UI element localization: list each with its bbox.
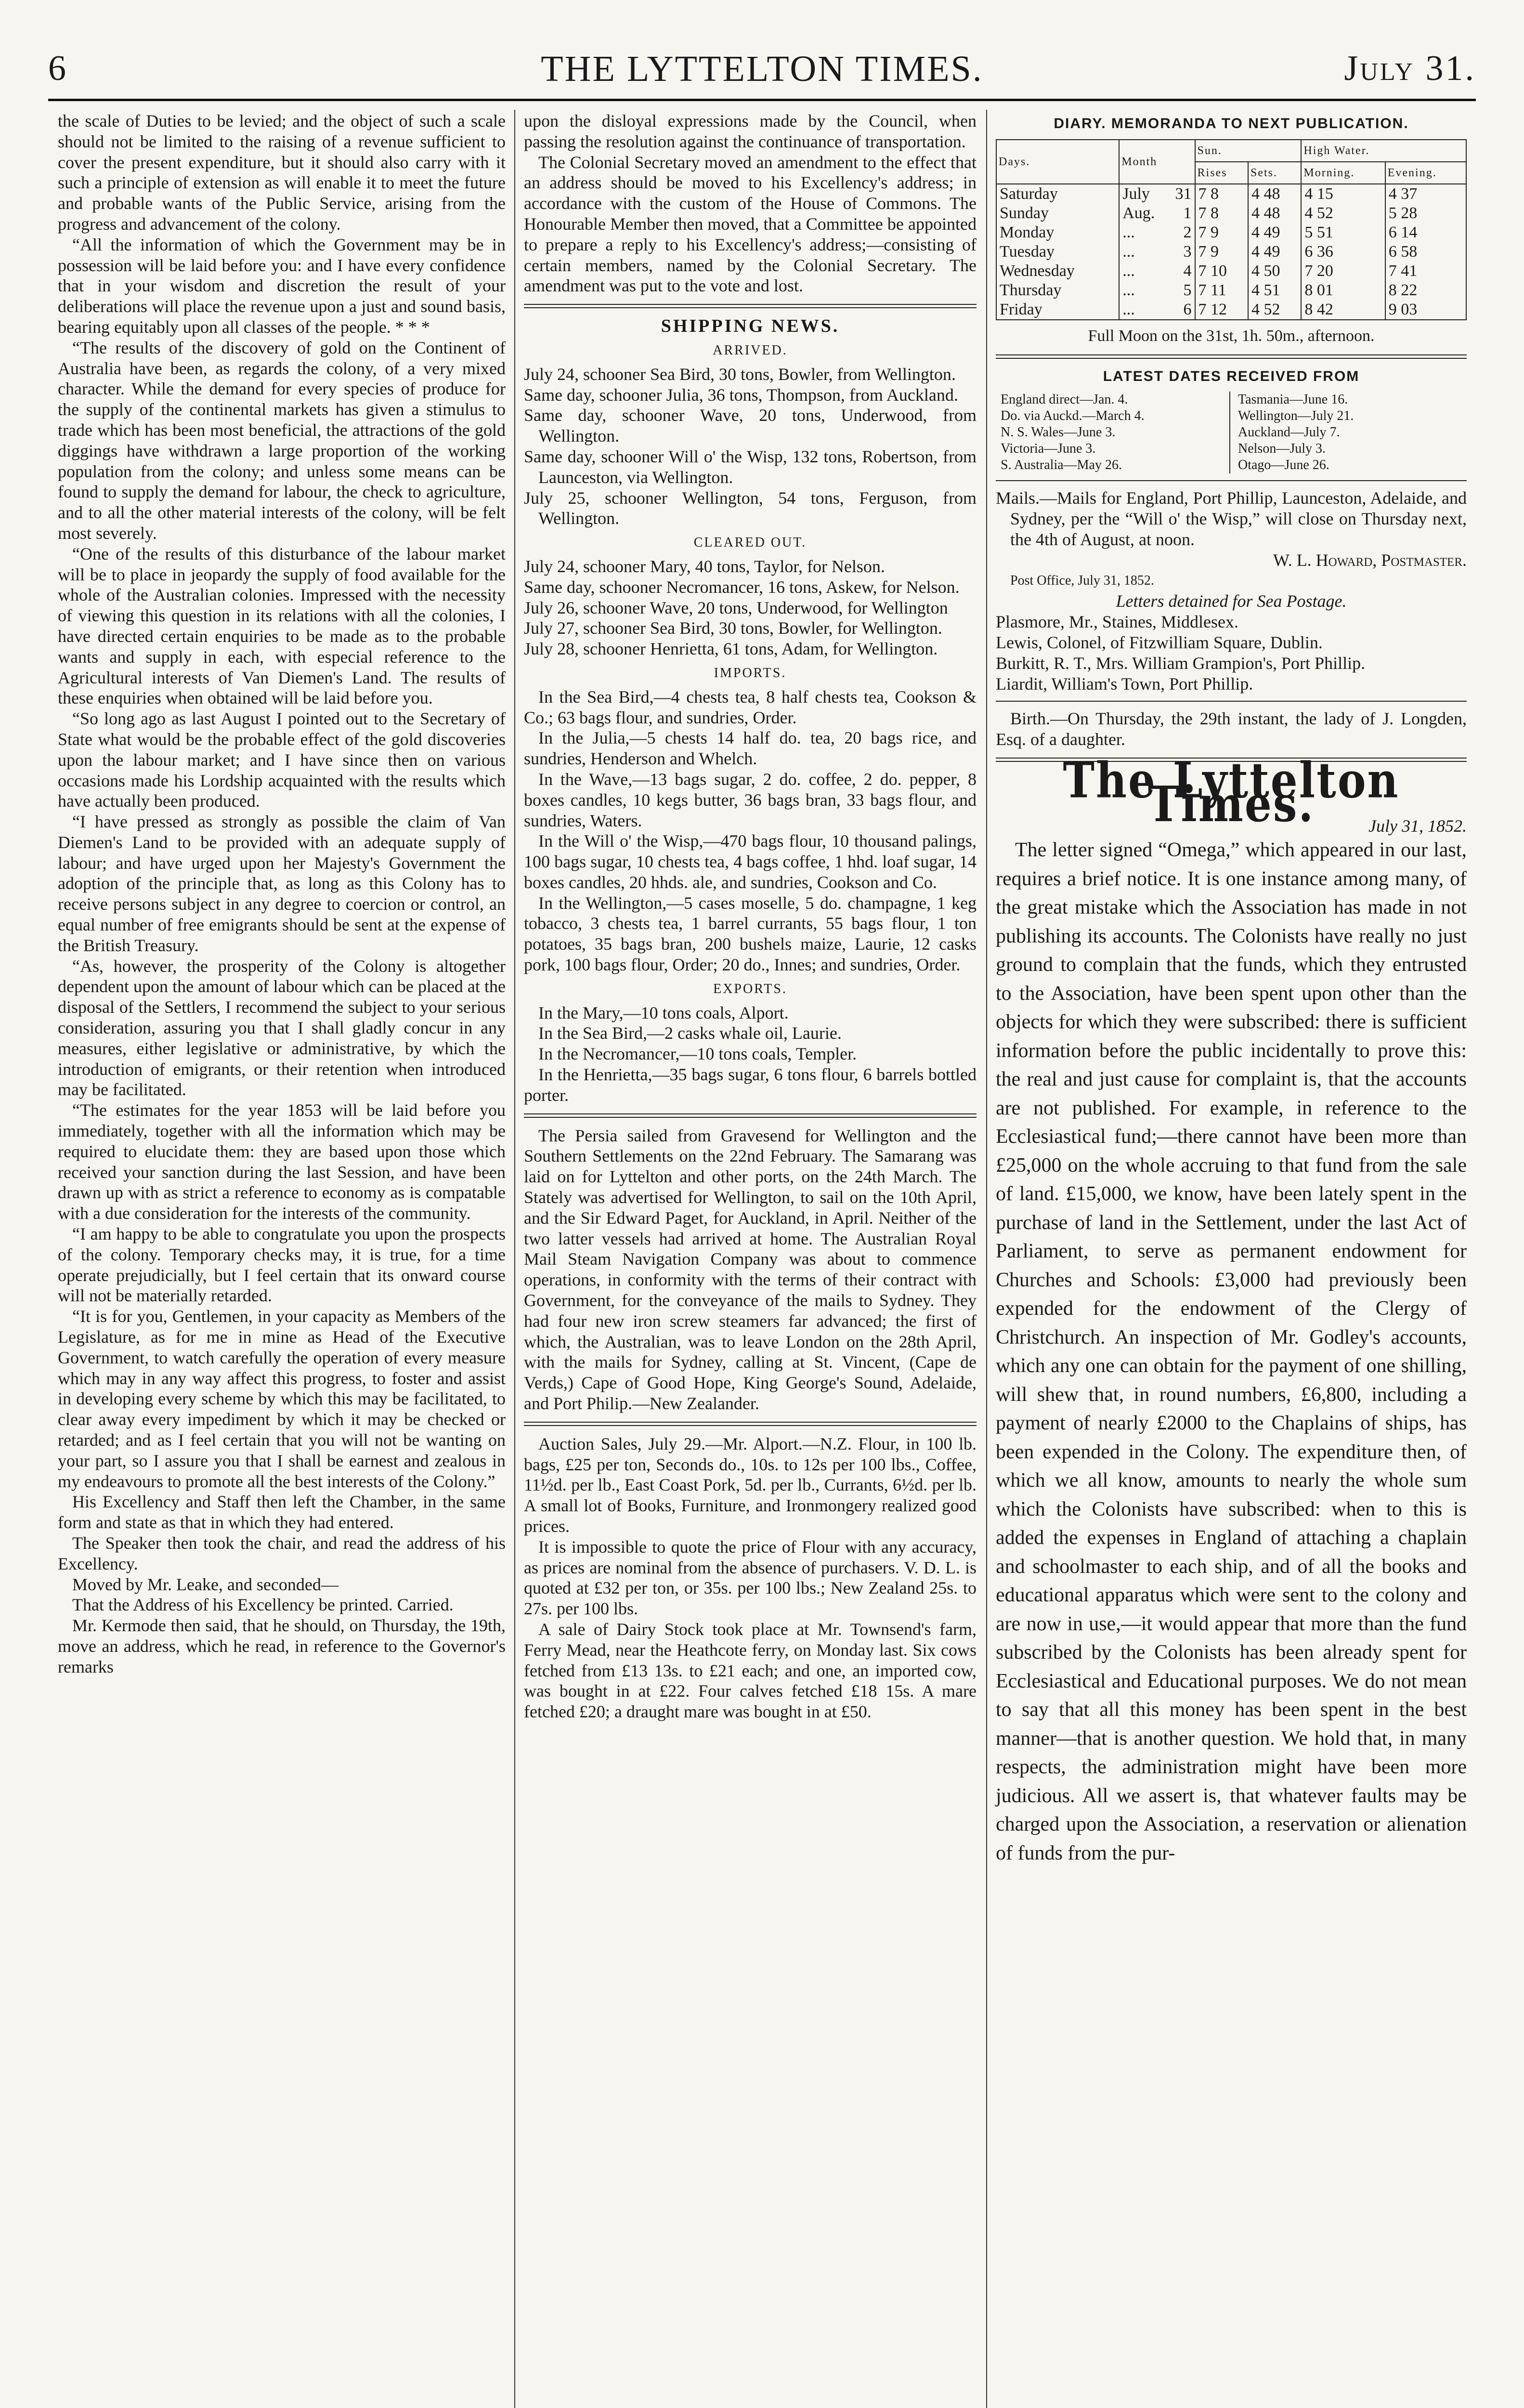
diary-sun-sets: 4 49 [1248,242,1301,262]
diary-date: 5 [1183,281,1192,299]
diary-header-morning: Morning. [1301,162,1385,184]
page-header [29,48,1495,101]
arrived-entry: Same day, schooner Wave, 20 tons, Underwood, from Wellington. [524,406,977,446]
diary-date: 3 [1183,242,1192,261]
latest-date-entry: Nelson—July 3. [1238,441,1326,457]
letter-entry: Burkitt, R. T., Mrs. William Grampion's, Port Phillip. [996,653,1366,673]
diary-row [996,204,1466,223]
imports-entry: In the Julia,—5 chests 14 half do. tea, 20 bags rice, and sundries, Henderson and Whelch. [524,728,977,769]
section-rule [996,480,1467,481]
section-rule [524,1113,977,1118]
diary-date: 31 [1175,184,1192,203]
latest-date-entry: Victoria—June 3. [1001,441,1096,457]
section-rule [524,1422,977,1426]
arrived-entry: Same day, schooner Will o' the Wisp, 132 tons, Robertson, from Launceston, via Wellington. [524,446,977,487]
diary-day: Tuesday [996,242,1119,262]
diary-sun-rises: 7 9 [1195,242,1248,262]
exports-entry: In the Sea Bird,—2 casks whale oil, Laurie. [538,1023,842,1043]
cleared-entry: Same day, schooner Necromancer, 16 tons, Askew, for Nelson. [524,577,960,597]
imports-entry: In the Will o' the Wisp,—470 bags flour, 10 thousand palings, 100 bags sugar, 10 chests tea, 4 bags coffee, 1 hhd. loaf sugar, 14 boxes candles, 20 hhds. ale, and sundries, Cookson and Co. [524,831,977,892]
diary-high-water-evening: 9 03 [1385,300,1466,320]
diary-row [996,300,1466,320]
diary-month-name: July [1122,184,1150,203]
diary-heading: DIARY. MEMORANDA TO NEXT PUBLICATION. [1054,116,1409,131]
exports-heading: EXPORTS. [713,981,787,996]
cleared-heading: CLEARED OUT. [693,535,807,550]
arrived-entry: July 25, schooner Wellington, 54 tons, Ferguson, from Wellington. [524,488,977,528]
auction-paragraph: Auction Sales, July 29.—Mr. Alport.—N.Z. Flour, in 100 lb. bags, £25 per ton, Seconds do., 10s. to 12s per 100 lbs., Coffee, 11½d. per lb., East Coast Pork, 5d. per lb., Currants, 6½d. per lb. A small lot of Books, Furniture, and Ironmongery realized good prices. [524,1434,977,1536]
diary-header-evening: Evening. [1385,162,1466,184]
exports-entry: In the Mary,—10 tons coals, Alport. [538,1003,789,1022]
paragraph: “It is for you, Gentlemen, in your capacity as Members of the Legislature, as for me in mine as Head of the Executive Government, to watch carefully the operation of every measure which may in any way affect this progress, to foster and assist in developing every scheme by which this may be facilitated, to clear away every impediment by which it may be checked or retarded; and as I feel certain that you will not be wanting on your part, so I assure you that I shall be earnest and zealous in my endeavours to promote all the best interests of the Colony.” [58,1307,506,1491]
exports-entry: In the Henrietta,—35 bags sugar, 6 tons flour, 6 barrels bottled porter. [524,1065,977,1105]
imports-entry: In the Sea Bird,—4 chests tea, 8 half chests tea, Cookson & Co.; 63 bags flour, and sundries, Order. [524,687,977,727]
diary-month-name: Aug. [1122,204,1155,222]
arrived-heading: ARRIVED. [713,342,788,358]
diary-high-water-evening: 6 58 [1385,242,1466,262]
paragraph: “I am happy to be able to congratulate you upon the prospects of the colony. Temporary checks may, it is true, for a time operate prejudicially, but I feel certain that its onward course will not be materially retarded. [58,1224,506,1306]
diary-header-days: Days. [996,140,1119,184]
diary-header-high-water: High Water. [1301,140,1466,162]
latest-dates-heading: LATEST DATES RECEIVED FROM [1103,368,1360,384]
paragraph: “One of the results of this disturbance of the labour market will be to place in jeopardy the supply of food available for the whole of the Australian colonies. Impressed with the necessity of viewing this question in its relations with all the colonies, I have directed certain enquiries to be made as to the probable wants and supply in each, with especial reference to the Agricultural interests of Van Diemen's Land. The results of these enquiries when obtained will be laid before you. [58,544,506,708]
diary-row [996,281,1466,300]
paragraph: The Colonial Secretary moved an amendment to the effect that an address should be moved to his Excellency's address; in accordance with the custom of the House of Commons. The Honourable Member then moved, that a Committee be appointed to prepare a reply to his Excellency's address;—consisting of certain members, named by the Colonial Secretary. The amendment was put to the vote and lost. [524,152,977,296]
diary-high-water-morning: 8 01 [1301,281,1385,300]
diary-header-rises: Rises [1195,162,1248,184]
diary-day: Wednesday [996,262,1119,281]
diary-month [1119,262,1195,281]
paragraph: “All the information of which the Government may be in possession will be laid before you: and I have every confidence that in your wisdom and discretion the result of your deliberations will place the revenue upon a just and sound basis, bearing equitably upon all classes of the people. * * * [58,235,506,337]
diary-high-water-morning: 8 42 [1301,300,1385,320]
latest-dates-left [996,392,1229,473]
diary-sun-rises: 7 12 [1195,300,1248,320]
diary-date: 2 [1183,223,1192,241]
letter-entry: Plasmore, Mr., Staines, Middlesex. [996,612,1238,632]
cleared-entry: July 24, schooner Mary, 40 tons, Taylor, for Nelson. [524,556,885,576]
column-3 [996,111,1467,1868]
latest-date-entry: Tasmania—June 16. [1238,392,1348,407]
paragraph: upon the disloyal expressions made by the Council, when passing the resolution against the continuance of transportation. [524,111,977,151]
diary-sun-rises: 7 8 [1195,184,1248,204]
paragraph: Mr. Kermode then said, that he should, on Thursday, the 19th, move an address, which he read, in reference to the Governor's remarks [58,1616,506,1676]
paragraph: “So long ago as last August I pointed out to the Secretary of State what would be the probable effect of the gold discoveries upon the labour market; and I have since then on various occasions made his Lordship acquainted with the results which have actually been produced. [58,709,506,811]
arrived-entry: July 24, schooner Sea Bird, 30 tons, Bowler, from Wellington. [524,364,956,384]
imports-heading: IMPORTS. [714,665,787,681]
paragraph: His Excellency and Staff then left the Chamber, in the same form and state as that in which they had entered. [58,1492,506,1532]
paragraph: The Speaker then took the chair, and read the address of his Excellency. [58,1533,506,1573]
diary-month [1119,281,1195,300]
diary-high-water-morning: 5 51 [1301,223,1385,242]
diary-day: Sunday [996,204,1119,223]
shipping-news-heading: SHIPPING NEWS. [661,316,840,337]
page-number: 6 [48,49,66,88]
diary-high-water-evening: 7 41 [1385,262,1466,281]
column-divider [986,110,987,2408]
diary-high-water-morning: 4 15 [1301,184,1385,204]
auction-paragraph: A sale of Dairy Stock took place at Mr. Townsend's farm, Ferry Mead, near the Heathcote ferry, on Monday last. Six cows fetched from £13 13s. to £21 each; and one, an imported cow, was bought in at £22. Four calves fetched £18 15s. A mare fetched £20; a draught mare was bought in at £50. [524,1619,977,1722]
auction-paragraph: It is impossible to quote the price of Flour with any accuracy, as prices are nominal from the absence of purchasers. V. D. L. is quoted at £32 per ton, or 35s. per 100 lbs.; New Zealand 25s. to 27s. per 100 lbs. [524,1537,977,1619]
diary-sun-sets: 4 52 [1248,300,1301,320]
cleared-entry: July 28, schooner Henrietta, 61 tons, Adam, for Wellington. [524,639,938,659]
header-rule [48,99,1476,101]
newspaper-title: THE LYTTELTON TIMES. [541,49,983,89]
diary-date: 4 [1183,262,1192,280]
column-1 [58,111,506,1677]
diary-sun-rises: 7 8 [1195,204,1248,223]
diary-day: Saturday [996,184,1119,204]
diary-high-water-evening: 4 37 [1385,184,1466,204]
latest-date-entry: England direct—Jan. 4. [1001,392,1128,407]
exports-entry: In the Necromancer,—10 tons coals, Templer. [538,1044,857,1064]
birth-notice: Birth.—On Thursday, the 29th instant, the lady of J. Longden, Esq. of a daughter. [996,709,1467,749]
diary-month-name: ... [1122,281,1135,299]
diary-month [1119,204,1195,223]
latest-date-entry: N. S. Wales—June 3. [1001,425,1116,440]
diary-date: 6 [1183,300,1192,318]
diary-table [996,139,1467,320]
diary-month [1119,184,1195,204]
persia-paragraph: The Persia sailed from Gravesend for Wellington and the Southern Settlements on the 22nd February. The Samarang was laid on for Lyttelton and other ports, on the 24th March. The Stately was advertised for Wellington, to sail on the 10th April, and the Sir Edward Paget, for Auckland, in April. Neither of the two latter vessels had arrived at home. The Australian Royal Mail Steam Navigation Company was about to commence operations, in conformity with the terms of their contract with Government, for the conveyance of the mails to Sydney. They had four new iron screw steamers far advanced; the first of which, the Australian, was to leave London on the 28th April, with the mails for Sydney, calling at St. Vincent, (Cape de Verds,) Cape of Good Hope, King George's Sound, Adelaide, and Port Philip.—New Zealander. [524,1125,977,1413]
editorial-paragraph: The letter signed “Omega,” which appeared in our last, requires a brief notice. It is one instance among many, of the great mistake which the Association has made in not publishing its accounts. The Colonists have really no just ground to complain that the funds, which they entrusted to the Association, have been spent upon other than the objects for which they were subscribed: there is sufficient information before the public incidentally to prove this: the real and just cause for complaint is, that the accounts are not published. For example, in reference to the Ecclesiastical fund;—there cannot have been more than £25,000 on the whole accruing to that fund from the sale of land. £15,000, we know, have been lately spent in the purchase of land in the Settlement, under the last Act of Parliament, to serve as permanent endowment for Churches and Schools: £3,000 had previously been expended for the endowment of the Clergy of Christchurch. An inspection of Mr. Godley's accounts, which any one can obtain for the payment of one shilling, will shew that, in round numbers, £6,800, including a payment of nearly £2000 to the Chaplains of ships, has been expended in the Colony. The expenditure then, of which we all know, amounts to nearly the whole sum which the Colonists have subscribed: when to this is added the expenses in England of attaching a chaplain and schoolmaster to each ship, and of all the books and educational apparatus which were sent to the colony and are now in use,—it would appear that more than the fund subscribed by the Colonists has been already spent for Ecclesiastical and Educational purposes. We do not mean to say that all this money has been spent in the best manner—that is another question. We hold that, in many respects, the administration might have been more judicious. All we assert is, that whatever faults may be charged upon the Association, a reservation or alienation of funds from the pur- [996,839,1467,1864]
diary-row [996,242,1466,262]
arrived-entry: Same day, schooner Julia, 36 tons, Thompson, from Auckland. [524,385,958,405]
diary-row [996,184,1466,204]
cleared-entry: July 27, schooner Sea Bird, 30 tons, Bowler, for Wellington. [524,618,942,638]
diary-high-water-morning: 4 52 [1301,204,1385,223]
cleared-entry: July 26, schooner Wave, 20 tons, Underwood, for Wellington [524,598,948,617]
column-2 [524,111,977,1722]
diary-sun-sets: 4 49 [1248,223,1301,242]
letters-heading: Letters detained for Sea Postage. [1116,591,1347,611]
paragraph: “As, however, the prosperity of the Colony is altogether dependent upon the amount of labour which can be placed at the disposal of the Settlers, I recommend the subject to your serious consideration, assuring you that I shall gladly concur in any measures, either legislative or administrative, by which the introduction of emigrants, or their retention when introduced may be facilitated. [58,956,506,1099]
diary-sun-sets: 4 50 [1248,262,1301,281]
diary-sun-sets: 4 48 [1248,204,1301,223]
diary-month-name: ... [1122,223,1135,241]
diary-month [1119,300,1195,320]
editorial-dateline: July 31, 1852. [1368,816,1467,836]
editorial-masthead: The Lyttelton Times. [1063,751,1400,833]
section-rule [996,354,1467,359]
letter-entry: Liardit, William's Town, Port Phillip. [996,674,1253,694]
paragraph: “The estimates for the year 1853 will be laid before you immediately, together with all the information which may be required to elucidate them: they are based upon those which received your sanction during the last Session, and have been drawn up with as strict a reference to economy as is compatable with a due consideration for the interests of the community. [58,1100,506,1223]
diary-high-water-evening: 6 14 [1385,223,1466,242]
diary-header-sets: Sets. [1248,162,1301,184]
diary-month-name: ... [1122,242,1135,261]
paragraph: “I have pressed as strongly as possible the claim of Van Diemen's Land to be provided with an adequate supply of labour; and have urged upon her Majesty's Government the adoption of the principle that, as long as this Colony has to receive persons subject in any degree to coercion or control, an equal number of free emigrants should be sent at the expense of the British Treasury. [58,812,506,955]
latest-date-entry: S. Australia—May 26. [1001,458,1122,473]
diary-month-name: ... [1122,300,1135,318]
diary-sun-sets: 4 48 [1248,184,1301,204]
full-moon-note: Full Moon on the 31st, 1h. 50m., afternoon. [1088,327,1375,345]
paragraph: That the Address of his Excellency be printed. Carried. [72,1595,454,1615]
latest-dates [996,392,1467,473]
diary-month-name: ... [1122,262,1135,280]
diary-month [1119,223,1195,242]
latest-date-entry: Auckland—July 7. [1238,425,1340,440]
diary-high-water-morning: 7 20 [1301,262,1385,281]
diary-high-water-evening: 8 22 [1385,281,1466,300]
imports-entry: In the Wellington,—5 cases moselle, 5 do. champagne, 1 keg tobacco, 3 chests tea, 1 barrel currants, 55 bags flour, 1 ton potatoes, 35 bags bran, 200 bushels maize, Laurie, 12 casks pork, 100 bags flour, Order; 20 do., Innes; and sundries, Order. [524,893,977,975]
latest-date-entry: Wellington—July 21. [1238,408,1354,424]
latest-dates-right [1229,392,1467,473]
paragraph: “The results of the discovery of gold on the Continent of Australia have been, as regards the colony, of a very mixed character. While the demand for every species of produce for the supply of the continental markets has given a stimulus to trade which has been most beneficial, the attractions of the gold diggings have withdrawn a large proportion of the working population from the colony; and unless some means can be found to supply the demand for labour, the check to agriculture, and to all the other material interests of the colony, will be felt most severely. [58,338,506,543]
latest-date-entry: Otago—June 26. [1238,458,1329,473]
paragraph: the scale of Duties to be levied; and the object of such a scale should not be limited to the raising of a revenue sufficient to cover the present expenditure, but it should also carry with it such a principle of extension as will enable it to meet the future and probable wants of the Public Service, arising from the progress and advancement of the colony. [58,111,506,234]
diary-day: Friday [996,300,1119,320]
diary-high-water-morning: 6 36 [1301,242,1385,262]
mails-notice: Mails.—Mails for England, Port Phillip, Launceston, Adelaide, and Sydney, per the “Will o' the Wisp,” will close on Thursday next, the 4th of August, at noon. [996,488,1467,549]
imports-entry: In the Wave,—13 bags sugar, 2 do. coffee, 2 do. pepper, 8 boxes candles, 10 kegs butter, 36 bags bran, 33 bags flour, and sundries, Waters. [524,769,977,830]
diary-row [996,223,1466,242]
post-office-date: Post Office, July 31, 1852. [1010,573,1154,588]
postmaster-signature: W. L. Howard, Postmaster. [1273,550,1467,570]
diary-header-month: Month [1119,140,1195,184]
section-rule [524,304,977,308]
column-divider [514,110,515,2408]
paragraph: Moved by Mr. Leake, and seconded— [72,1574,339,1594]
diary-sun-rises: 7 10 [1195,262,1248,281]
letter-entry: Lewis, Colonel, of Fitzwilliam Square, Dublin. [996,632,1323,652]
editorial-body [996,836,1467,1868]
diary-sun-rises: 7 11 [1195,281,1248,300]
diary-row [996,262,1466,281]
section-rule [996,701,1467,702]
diary-sun-sets: 4 51 [1248,281,1301,300]
diary-high-water-evening: 5 28 [1385,204,1466,223]
diary-header-sun: Sun. [1195,140,1302,162]
diary-month [1119,242,1195,262]
diary-day: Thursday [996,281,1119,300]
issue-date: July 31. [1344,49,1476,88]
diary-day: Monday [996,223,1119,242]
diary-date: 1 [1183,204,1192,222]
diary-sun-rises: 7 9 [1195,223,1248,242]
latest-date-entry: Do. via Auckd.—March 4. [1001,408,1145,424]
